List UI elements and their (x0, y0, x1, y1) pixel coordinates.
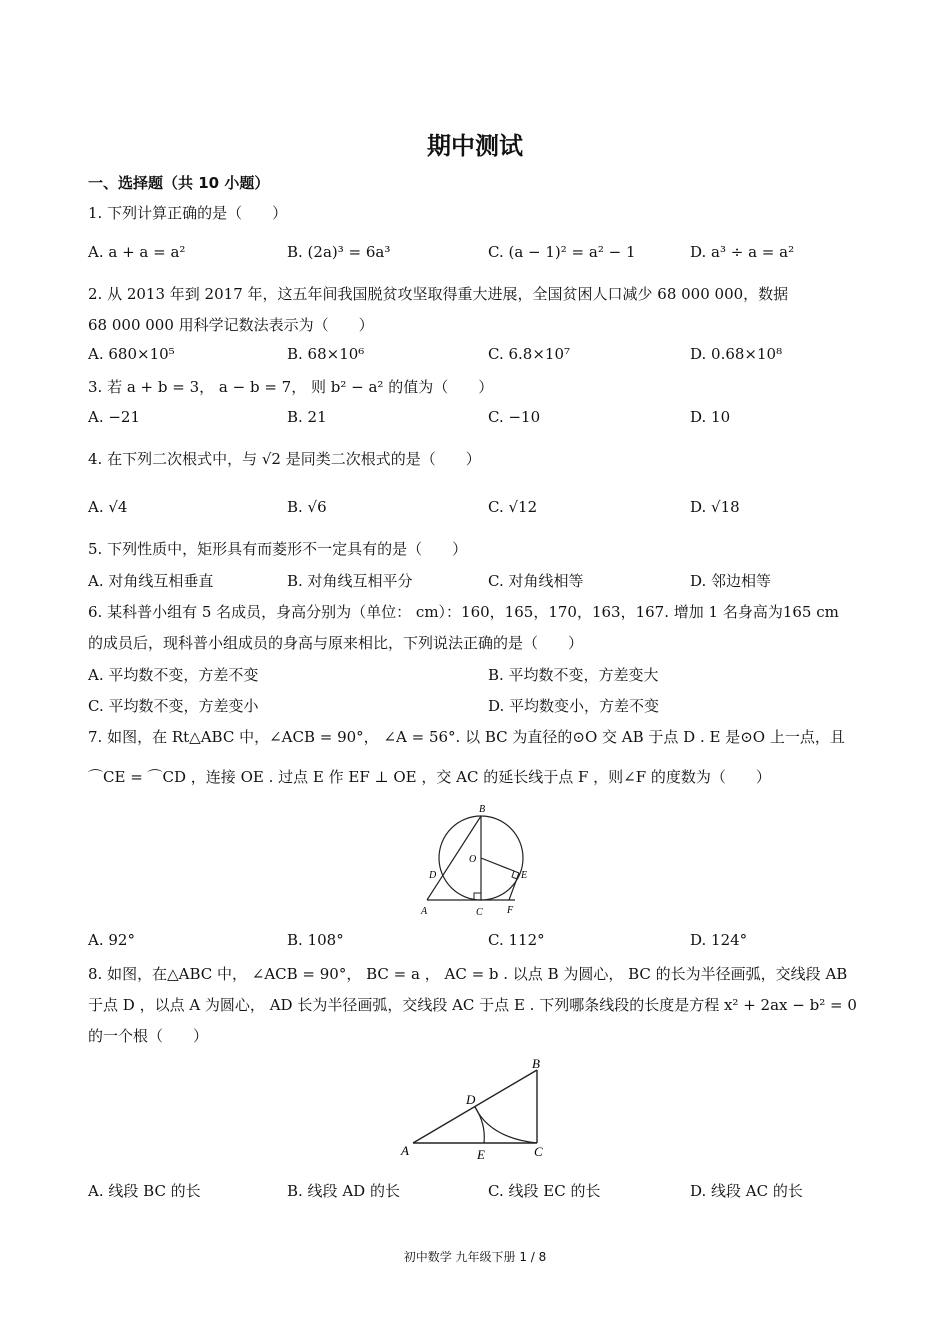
q8-stem-line3: 的一个根（ ） (88, 1027, 209, 1045)
q3-option-b: B. 21 (287, 408, 327, 426)
q2-stem-line1: 2. 从 2013 年到 2017 年，这五年间我国脱贫攻坚取得重大进展，全国贫困人口减少 68 000 000，数据 (88, 285, 789, 303)
q8-option-b: B. 线段 AD 的长 (287, 1182, 400, 1200)
q7-figure (405, 800, 545, 922)
q7-segment-oe (481, 858, 519, 873)
q6-option-d: D. 平均数变小，方差不变 (488, 697, 660, 715)
q7-label-o: O (469, 854, 477, 865)
q1-option-d: D. a³ ÷ a = a² (690, 243, 795, 261)
q7-option-d: D. 124° (690, 931, 748, 949)
q4-option-b: B. √6 (287, 498, 327, 516)
q3-option-a: A. −21 (88, 408, 141, 426)
q7-stem-line1: 7. 如图，在 Rt△ABC 中，∠ACB = 90°， ∠A = 56°. 以 BC 为直径的⊙O 交 AB 于点 D . E 是⊙O 上一点，且 (88, 728, 845, 746)
q8-option-c: C. 线段 EC 的长 (488, 1182, 601, 1200)
q8-stem-line1: 8. 如图，在△ABC 中， ∠ACB = 90°， BC = a ， AC = b . 以点 B 为圆心， BC 的长为半径画弧，交线段 AB (88, 965, 848, 983)
q3-option-d: D. 10 (690, 408, 731, 426)
q7-option-a: A. 92° (88, 931, 135, 949)
q5-stem: 5. 下列性质中，矩形具有而菱形不一定具有的是（ ） (88, 540, 468, 558)
q5-option-c: C. 对角线相等 (488, 572, 584, 590)
page-title: 期中测试 (427, 132, 523, 160)
q7-label-b: B (479, 804, 486, 815)
q7-label-d: D (429, 870, 437, 881)
q5-option-b: B. 对角线互相平分 (287, 572, 413, 590)
q8-label-a: A (401, 1143, 409, 1158)
q6-option-a: A. 平均数不变，方差不变 (88, 666, 259, 684)
q7-right-angle-c (474, 893, 481, 900)
q1-option-b: B. (2a)³ = 6a³ (287, 243, 391, 261)
q6-stem-line1: 6. 某科普小组有 5 名成员，身高分别为（单位： cm）：160，165，170，163，167. 增加 1 名身高为165 cm (88, 603, 839, 621)
q2-option-a: A. 680×10⁵ (88, 345, 175, 363)
q1-option-c: C. (a − 1)² = a² − 1 (488, 243, 636, 261)
q4-option-c: C. √12 (488, 498, 538, 516)
q2-stem-line2: 68 000 000 用科学记数法表示为（ ） (88, 316, 374, 334)
q6-option-b: B. 平均数不变，方差变大 (488, 666, 659, 684)
q7-label-c: C (476, 907, 483, 918)
q4-option-a: A. √4 (88, 498, 128, 516)
q5-option-a: A. 对角线互相垂直 (88, 572, 214, 590)
q8-arc-a (475, 1107, 484, 1143)
q7-stem-line2: ⌒CE = ⌒CD ，连接 OE . 过点 E 作 EF ⊥ OE ，交 AC 的延长线于点 F ，则∠F 的度数为（ ） (88, 768, 771, 786)
page-footer: 初中数学 九年级下册 1 / 8 (403, 1250, 547, 1264)
q6-option-c: C. 平均数不变，方差变小 (88, 697, 259, 715)
q2-option-c: C. 6.8×10⁷ (488, 345, 571, 363)
q1-stem: 1. 下列计算正确的是（ ） (88, 204, 288, 222)
q8-option-d: D. 线段 AC 的长 (690, 1182, 803, 1200)
section-heading: 一、选择题（共 10 小题） (88, 174, 270, 192)
q1-option-a: A. a + a = a² (88, 243, 186, 261)
q4-stem: 4. 在下列二次根式中，与 √2 是同类二次根式的是（ ） (88, 450, 481, 468)
q8-label-c: C (534, 1144, 543, 1159)
q8-figure (395, 1052, 555, 1164)
q7-option-b: B. 108° (287, 931, 344, 949)
q8-option-a: A. 线段 BC 的长 (88, 1182, 201, 1200)
q2-option-d: D. 0.68×10⁸ (690, 345, 783, 363)
q8-label-e: E (477, 1147, 485, 1162)
q7-option-c: C. 112° (488, 931, 545, 949)
q7-segment-ef (509, 873, 519, 900)
q7-label-f: F (507, 905, 514, 916)
q8-stem-line2: 于点 D ，以点 A 为圆心， AD 长为半径画弧，交线段 AC 于点 E . 下列哪条线段的长度是方程 x² + 2ax − b² = 0 (88, 996, 857, 1014)
q6-stem-line2: 的成员后，现科普小组成员的身高与原来相比，下列说法正确的是（ ） (88, 634, 584, 652)
q8-label-d: D (466, 1092, 476, 1107)
q8-label-b: B (532, 1056, 540, 1071)
q3-stem: 3. 若 a + b = 3， a − b = 7， 则 b² − a² 的值为（ ） (88, 378, 494, 396)
q3-option-c: C. −10 (488, 408, 541, 426)
q7-label-e: E (521, 870, 528, 881)
q4-option-d: D. √18 (690, 498, 740, 516)
q2-option-b: B. 68×10⁶ (287, 345, 365, 363)
q7-label-a: A (421, 906, 428, 917)
q5-option-d: D. 邻边相等 (690, 572, 772, 590)
